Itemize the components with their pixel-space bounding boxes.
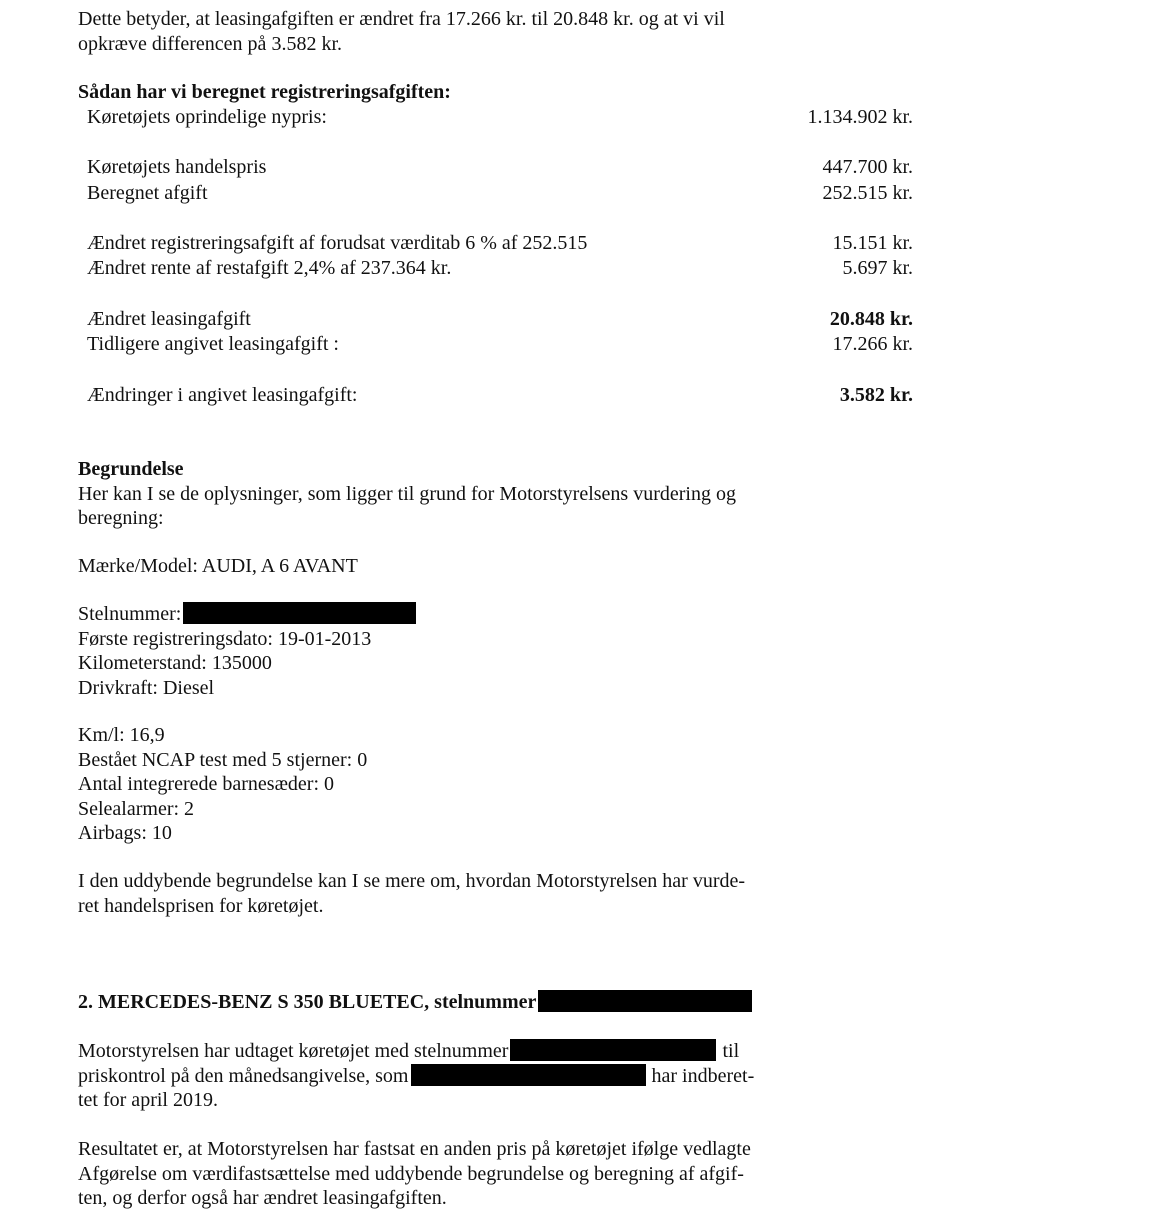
calc-row-amount: 1.134.902 kr. <box>807 106 913 128</box>
section2-p2-line-3: ten, og derfor også har ændret leasingafgiften. <box>78 1187 447 1209</box>
calc-row-rente <box>87 256 913 281</box>
calc-row-aendringer <box>87 383 913 408</box>
calc-row-aendret-leasingafgift <box>87 307 913 332</box>
section2-heading-text: 2. MERCEDES-BENZ S 350 BLUETEC, stelnummer <box>78 991 537 1013</box>
calc-row-amount: 20.848 kr. <box>829 308 913 330</box>
calc-row-amount: 17.266 kr. <box>832 333 913 355</box>
calc-row-label: Køretøjets handelspris <box>87 156 267 178</box>
redaction-bar <box>183 602 416 624</box>
calc-row-label: Beregnet afgift <box>87 182 208 204</box>
first-registration: Første registreringsdato: 19-01-2013 <box>78 627 372 650</box>
redaction-bar <box>510 1039 716 1061</box>
intro-line-2: opkræve differencen på 3.582 kr. <box>78 32 342 55</box>
calc-row-label: Ændringer i angivet leasingafgift: <box>87 384 358 406</box>
vehicle-details <box>78 602 798 700</box>
stelnummer-line <box>78 602 798 627</box>
section2-paragraph-2 <box>78 1137 798 1211</box>
calc-row-label: Tidligere angivet leasingafgift : <box>87 333 339 355</box>
barnesaeder: Antal integrerede barnesæder: 0 <box>78 773 335 795</box>
section2-p1-line-1 <box>78 1039 798 1064</box>
begrundelse-line-2: beregning: <box>78 507 164 529</box>
section2-paragraph-1 <box>78 1039 798 1113</box>
calc-row-handelspris <box>87 155 913 180</box>
section2-p1-text: priskontrol på den månedsangivelse, som <box>78 1064 409 1087</box>
calc-row-tidligere-leasingafgift <box>87 332 913 357</box>
vehicle-features <box>78 723 798 846</box>
intro-line-1: Dette betyder, at leasingafgiften er ændret fra 17.266 kr. til 20.848 kr. og at vi vil <box>78 8 725 30</box>
section2-p2-line-1: Resultatet er, at Motorstyrelsen har fastsat en anden pris på køretøjet ifølge vedlagte <box>78 1138 751 1160</box>
detail-line-1: I den uddybende begrundelse kan I se mere om, hvordan Motorstyrelsen har vurde- <box>78 870 746 892</box>
section2-p1-line-3: tet for april 2019. <box>78 1089 218 1111</box>
calc-row-amount: 252.515 kr. <box>822 182 913 204</box>
section2-p1-text: har indberet- <box>651 1064 755 1087</box>
begrundelse-line-1: Her kan I se de oplysninger, som ligger til grund for Motorstyrelsens vurdering og <box>78 482 736 505</box>
selealarmer: Selealarmer: 2 <box>78 797 195 820</box>
stelnummer-label: Stelnummer: <box>78 603 182 625</box>
calc-row-label: Ændret rente af restafgift 2,4% af 237.364 kr. <box>87 257 452 279</box>
calc-row-vaerditab <box>87 231 913 256</box>
calc-heading: Sådan har vi beregnet registreringsafgiften: <box>78 81 451 103</box>
section2-p1-line-2 <box>78 1064 798 1089</box>
calc-row-nypris <box>87 105 913 130</box>
calc-row-amount: 3.582 kr. <box>839 384 913 406</box>
vehicle-model: Mærke/Model: AUDI, A 6 AVANT <box>78 555 358 577</box>
begrundelse-section <box>78 457 798 531</box>
detail-line-2: ret handelsprisen for køretøjet. <box>78 894 324 917</box>
section2-p2-line-2: Afgørelse om værdifastsættelse med uddybende begrundelse og beregning af afgif- <box>78 1162 744 1185</box>
redaction-bar <box>411 1064 646 1086</box>
calc-row-amount: 5.697 kr. <box>842 257 913 279</box>
section2-p1-text: til <box>722 1040 740 1062</box>
redaction-bar <box>538 990 752 1012</box>
section2-p1-text: Motorstyrelsen har udtaget køretøjet med stelnummer <box>78 1040 509 1062</box>
kilometerstand: Kilometerstand: 135000 <box>78 652 272 674</box>
drivkraft: Drivkraft: Diesel <box>78 676 215 699</box>
begrundelse-heading: Begrundelse <box>78 458 184 480</box>
calc-row-beregnet-afgift <box>87 181 913 206</box>
ncap-test: Bestået NCAP test med 5 stjerner: 0 <box>78 748 368 771</box>
calc-row-label: Ændret leasingafgift <box>87 308 251 330</box>
section2-heading <box>78 990 798 1015</box>
calc-row-label: Køretøjets oprindelige nypris: <box>87 106 327 128</box>
km-per-liter: Km/l: 16,9 <box>78 724 165 746</box>
detail-paragraph <box>78 869 798 918</box>
calc-row-label: Ændret registreringsafgift af forudsat værditab 6 % af 252.515 <box>87 232 588 254</box>
calc-row-amount: 15.151 kr. <box>832 232 913 254</box>
intro-paragraph <box>78 7 798 56</box>
calc-row-amount: 447.700 kr. <box>822 156 913 178</box>
airbags: Airbags: 10 <box>78 822 172 844</box>
